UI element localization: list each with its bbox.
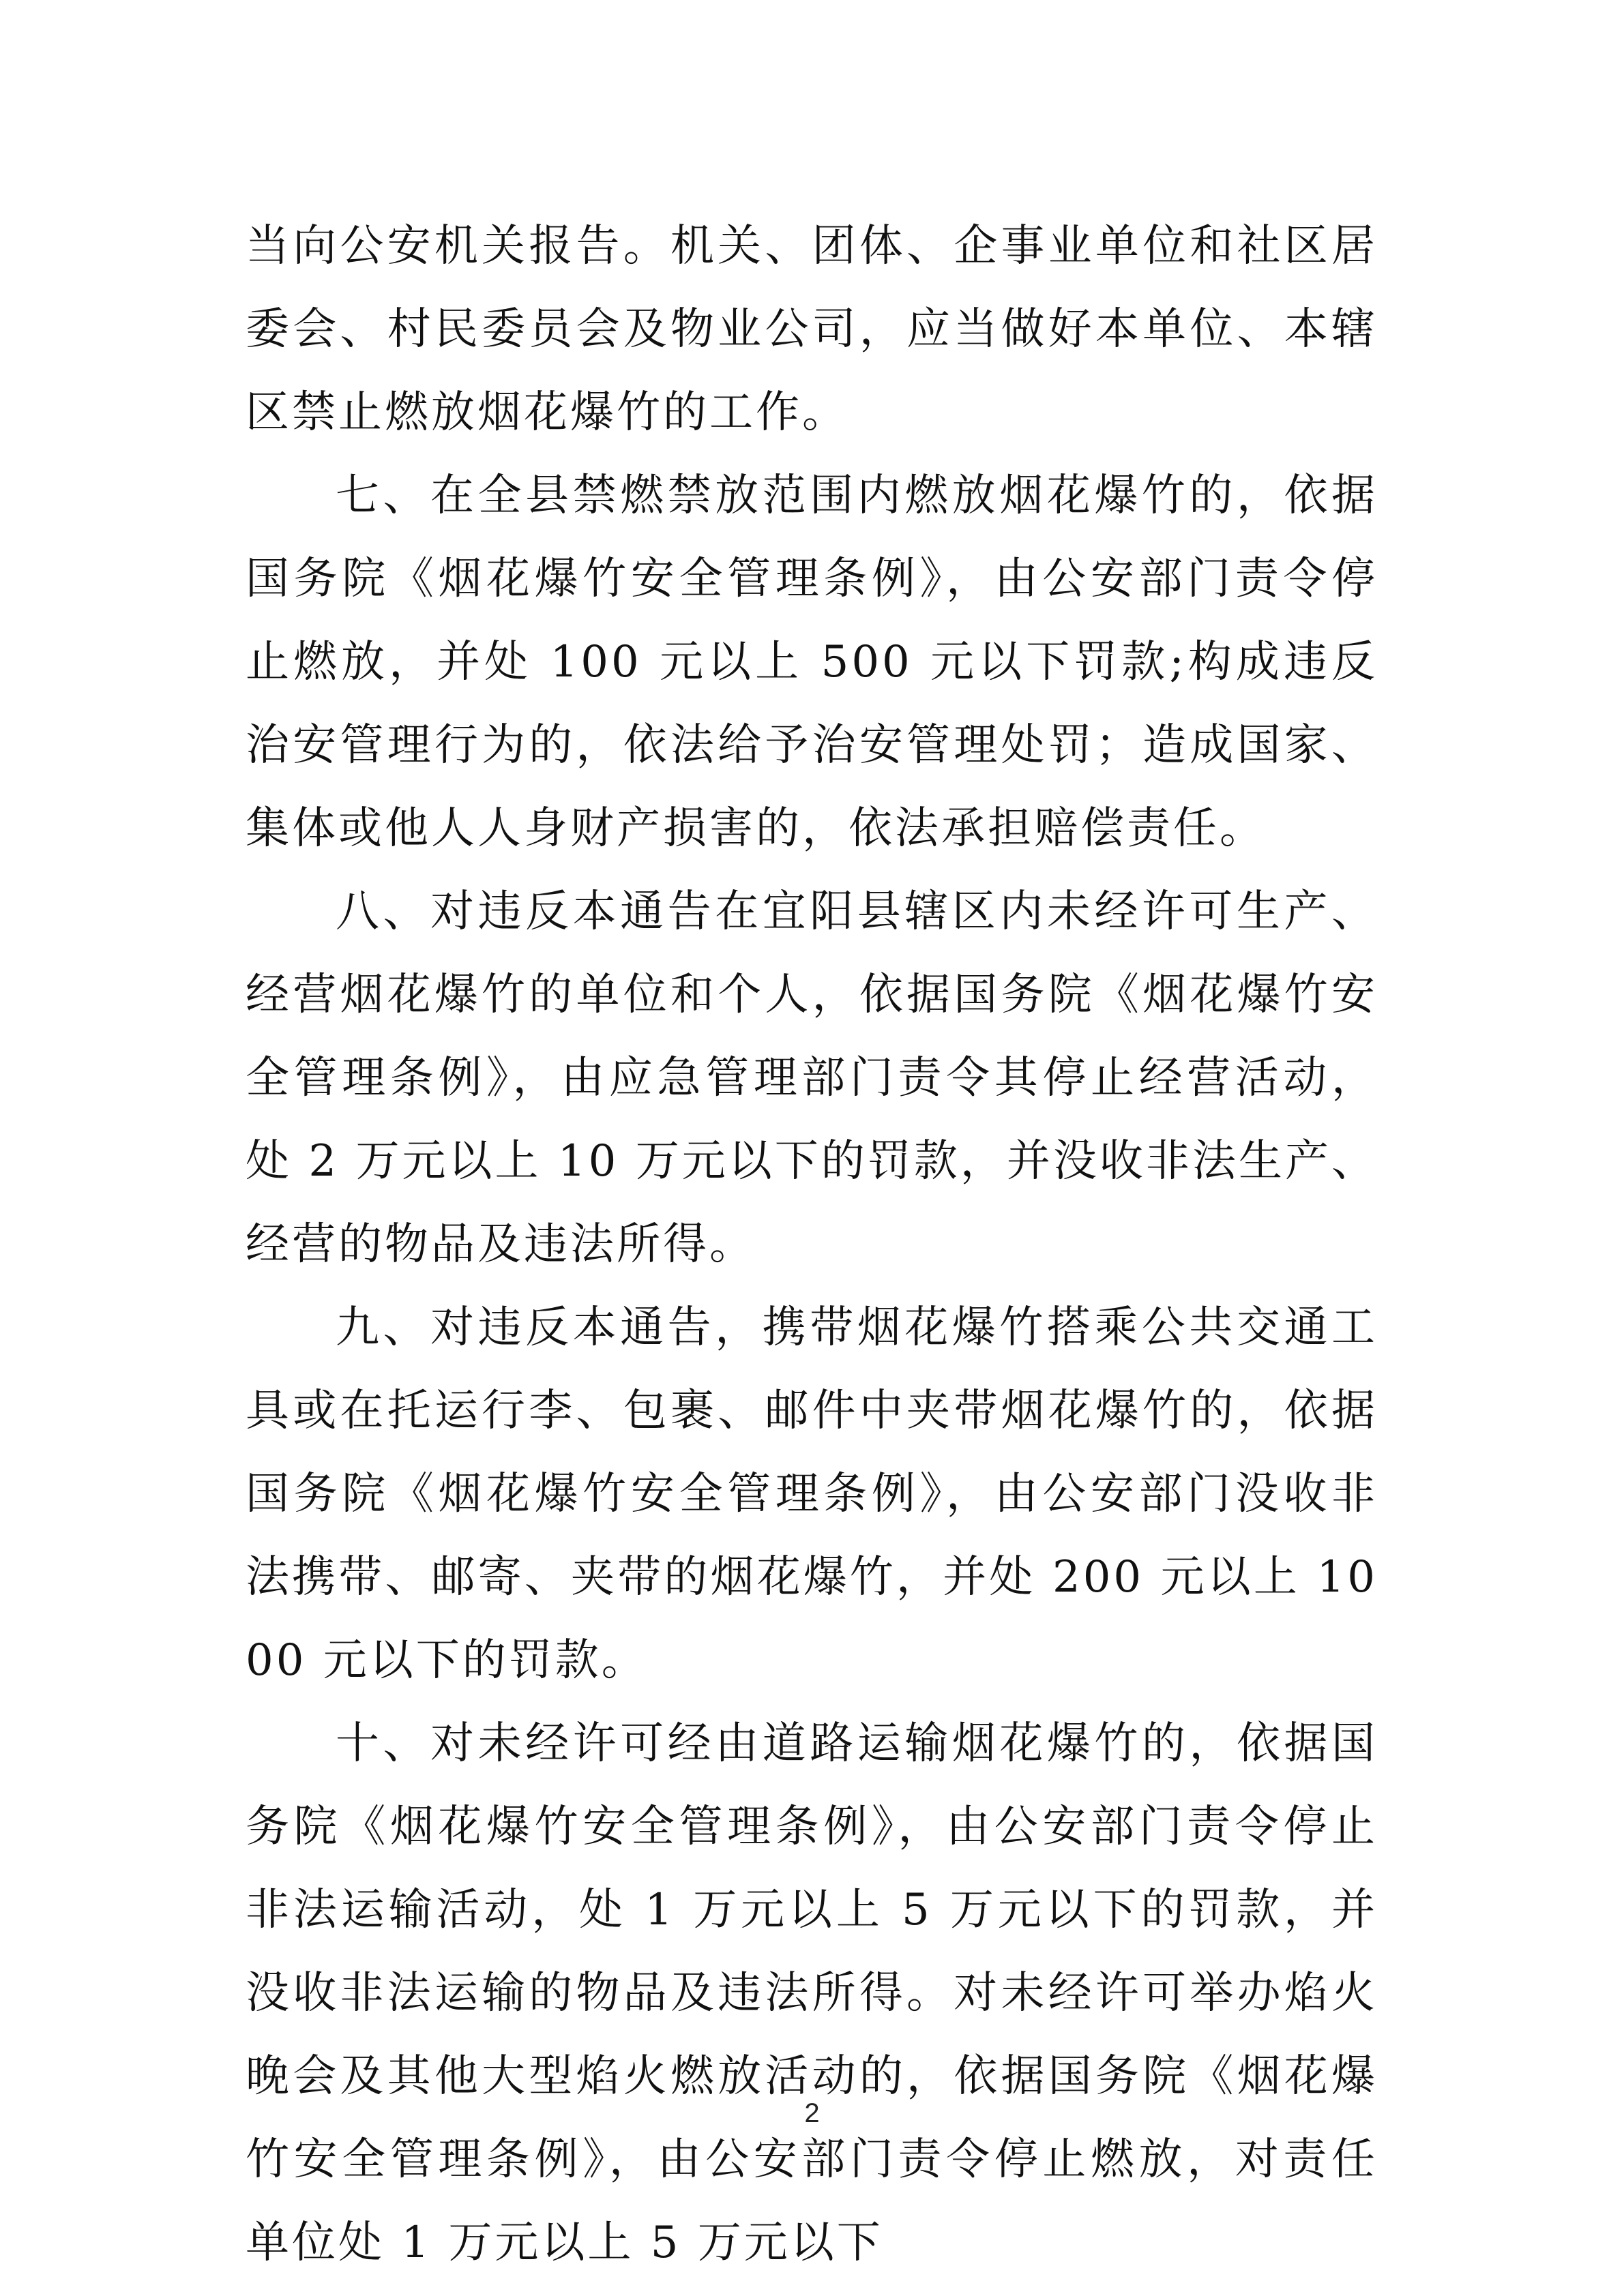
- paragraph-continuation: 当向公安机关报告。机关、团体、企事业单位和社区居委会、村民委员会及物业公司，应当做好本单位、本辖区禁止燃放烟花爆竹的工作。: [246, 221, 1378, 438]
- paragraph-article-7: 七、在全县禁燃禁放范围内燃放烟花爆竹的，依据国务院《烟花爆竹安全管理条例》，由公安部门责令停止燃放，并处 100 元以上 500 元以下罚款;构成违反治安管理行为的，依法给予治安管理处罚；造成国家、集体或他人人身财产损害的，依法承担赔偿责任。: [246, 471, 1378, 854]
- paragraph-article-9: 九、对违反本通告，携带烟花爆竹搭乘公共交通工具或在托运行李、包裹、邮件中夹带烟花爆竹的，依据国务院《烟花爆竹安全管理条例》，由公安部门没收非法携带、邮寄、夹带的烟花爆竹，并处 200 元以上 1000 元以下的罚款。: [246, 1302, 1378, 1686]
- page-number: 2: [804, 2098, 820, 2128]
- document-body: [246, 205, 1378, 2284]
- paragraph-article-8: 八、对违反本通告在宜阳县辖区内未经许可生产、经营烟花爆竹的单位和个人，依据国务院《烟花爆竹安全管理条例》，由应急管理部门责令其停止经营活动，处 2 万元以上 10 万元以下的罚款，并没收非法生产、经营的物品及违法所得。: [246, 886, 1378, 1270]
- paragraph-article-10: 十、对未经许可经由道路运输烟花爆竹的，依据国务院《烟花爆竹安全管理条例》，由公安部门责令停止非法运输活动，处 1 万元以上 5 万元以下的罚款，并没收非法运输的物品及违法所得。对未经许可举办焰火晚会及其他大型焰火燃放活动的，依据国务院《烟花爆竹安全管理条例》，由公安部门责令停止燃放，对责任单位处 1 万元以上 5 万元以下: [246, 1718, 1378, 2268]
